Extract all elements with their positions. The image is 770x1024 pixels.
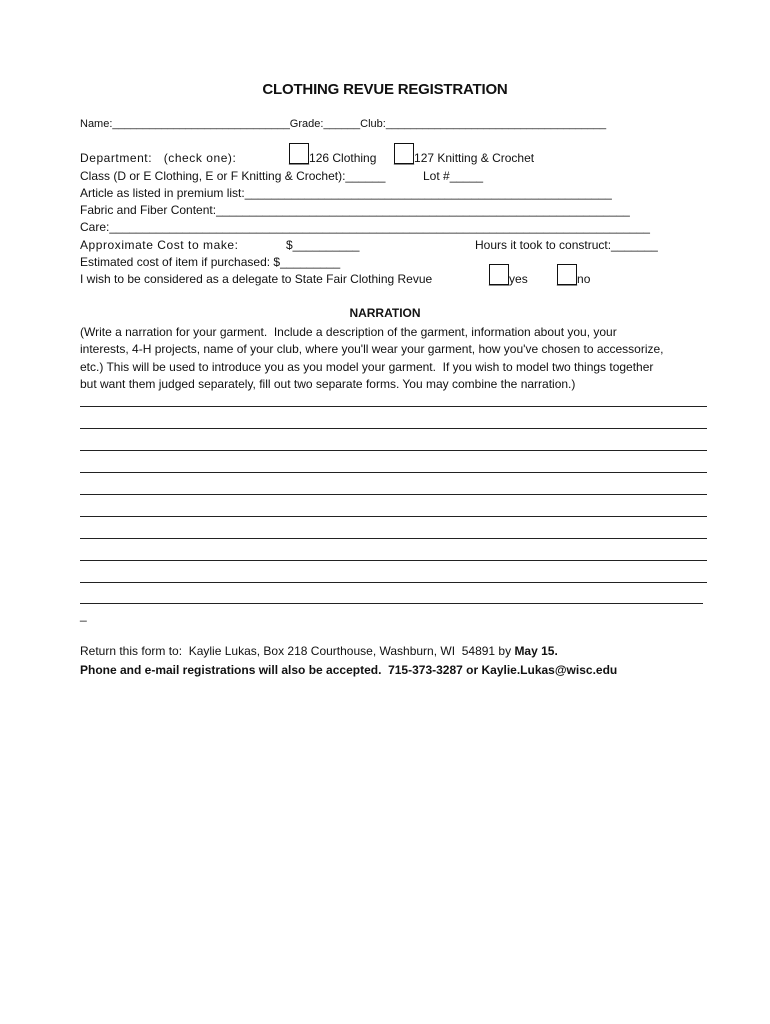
return-instructions [80, 645, 558, 657]
delegate-question: I wish to be considered as a delegate to State Fair Clothing Revue [80, 272, 433, 286]
narration-line[interactable] [80, 538, 707, 539]
name-grade-club-fields[interactable]: Name:_____________________________Grade:______Club:____________________________________ [80, 118, 607, 130]
fabric-field[interactable]: Fabric and Fiber Content:______________________________________________________________ [80, 203, 630, 217]
lot-field[interactable]: Lot #_____ [423, 169, 484, 183]
narration-line[interactable] [80, 494, 707, 495]
hours-field[interactable]: Hours it took to construct:_______ [475, 238, 658, 252]
dept-127-label: ___127 Knitting & Crochet [394, 151, 535, 165]
narration-line[interactable] [80, 450, 707, 451]
narration-line[interactable] [80, 406, 707, 407]
delegate-yes-label: ___yes [489, 272, 528, 286]
narration-line[interactable] [80, 428, 707, 429]
narration-line[interactable] [80, 472, 707, 473]
delegate-no-label: ___no [557, 272, 591, 286]
page-title: CLOTHING REVUE REGISTRATION [262, 81, 508, 98]
narration-line[interactable] [80, 603, 703, 604]
narration-line[interactable] [80, 516, 707, 517]
phone-email-note: Phone and e-mail registrations will also be accepted. 715-373-3287 or Kaylie.Lukas@wisc.edu [80, 663, 618, 677]
narration-heading: NARRATION [349, 306, 421, 320]
cost-label: Approximate Cost to make: [80, 238, 239, 252]
department-label: Department: (check one): [80, 151, 237, 165]
article-field[interactable]: Article as listed in premium list:_______________________________________________________ [80, 186, 612, 200]
care-field[interactable]: Care:_________________________________________________________________________________ [80, 220, 650, 234]
narration-trailing-mark: _ [80, 608, 87, 622]
estimated-cost-field[interactable]: Estimated cost of item if purchased: $_________ [80, 255, 341, 269]
class-field[interactable]: Class (D or E Clothing, E or F Knitting & Crochet):______ [80, 169, 386, 183]
narration-instructions-line-3: etc.) This will be used to introduce you as you model your garment. If you wish to model two things together [80, 360, 654, 374]
narration-line[interactable] [80, 582, 707, 583]
narration-line[interactable] [80, 560, 707, 561]
cost-field[interactable]: $__________ [286, 238, 360, 252]
dept-126-label: ___126 Clothing [289, 151, 377, 165]
deadline-date: May 15. [514, 644, 558, 658]
return-address-text: Return this form to: Kaylie Lukas, Box 218 Courthouse, Washburn, WI 54891 by [80, 644, 515, 658]
narration-instructions-line-1: (Write a narration for your garment. Include a description of the garment, information about you, your [80, 325, 617, 339]
narration-instructions-line-2: interests, 4-H projects, name of your club, where you'll wear your garment, how you've chosen to accessorize, [80, 342, 664, 356]
narration-instructions-line-4: but want them judged separately, fill out two separate forms. You may combine the narration.) [80, 377, 576, 391]
